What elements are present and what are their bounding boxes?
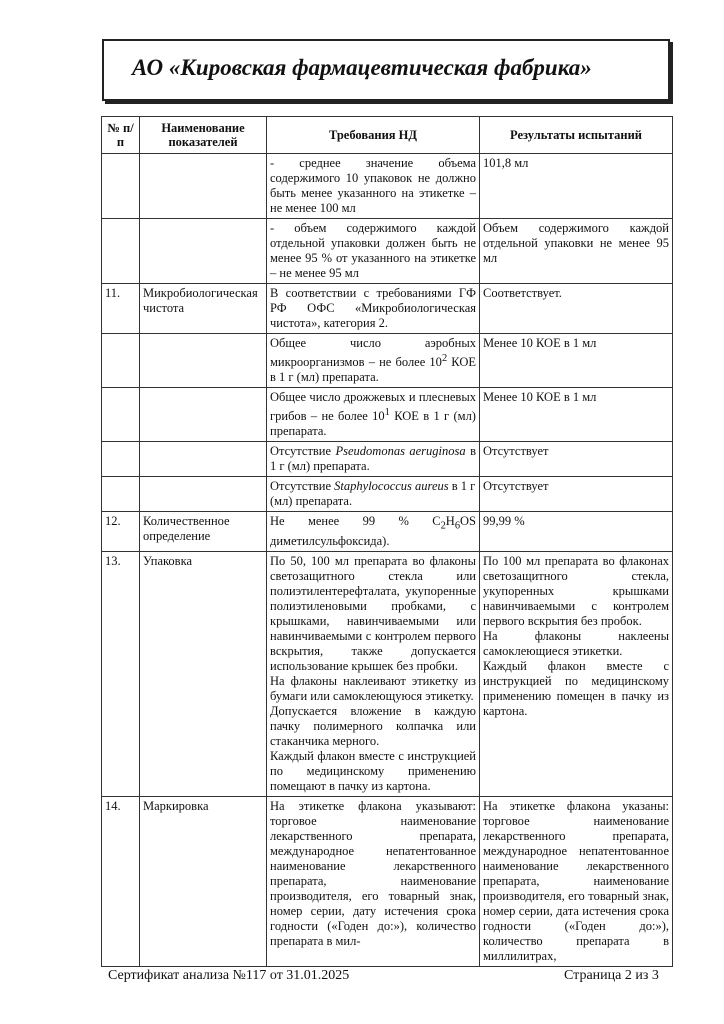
table-row (102, 442, 673, 477)
header-requirements: Требования НД (267, 117, 480, 154)
table-row (102, 154, 673, 219)
result-paragraph: На флаконы наклеены самоклеющиеся этикетки. (483, 628, 669, 658)
certificate-footer: Сертификат анализа №117 от 31.01.2025 (108, 968, 350, 983)
result-cell: Отсутствует (480, 442, 673, 477)
table-row (102, 477, 673, 512)
requirement-paragraph: Каждый флакон вместе с инструкцией по медицинскому применению помещают в пачку из картона. (270, 748, 476, 793)
table-row (102, 334, 673, 388)
table-row (102, 512, 673, 552)
company-title: АО «Кировская фармацевтическая фабрика» (132, 55, 592, 80)
requirement-cell: - среднее значение объема содержимого 10 упаковок не должно быть менее указанного на этикетке – не менее 100 мл (267, 154, 480, 219)
row-number: 13. (102, 551, 140, 796)
result-cell (480, 551, 673, 796)
result-cell: Объем содержимого каждой отдельной упаковки не менее 95 мл (480, 219, 673, 284)
result-cell: На этикетке флакона указаны: торговое наименование лекарственного препарата, международное непатентованное наименование лекарственного препарата, наименование производителя, его товарный знак, номер серии, дата истечения срока годности («Годен до:»), количество препарата в миллилитрах, (480, 796, 673, 966)
result-cell: Менее 10 КОЕ в 1 мл (480, 388, 673, 442)
table-row (102, 796, 673, 966)
requirement-cell: Общее число аэробных микроорганизмов – не более $10^2$ КОЕ в 1 г (мл) препарата. (267, 334, 480, 388)
table-row (102, 388, 673, 442)
header-indicator: Наименование показателей (140, 117, 267, 154)
result-paragraph: Каждый флакон вместе с инструкцией по медицинскому применению помещен в пачку из картона. (483, 658, 669, 718)
requirement-paragraph: На флаконы наклеивают этикетку из бумаги или самоклеющуюся этикетку. (270, 673, 476, 703)
requirement-cell: Не менее 99 % $C_2H_6OS$ диметилсульфоксида). (267, 512, 480, 552)
requirement-cell: - объем содержимого каждой отдельной упаковки должен быть не менее 95 % от указанного на этикетке – не менее 95 мл (267, 219, 480, 284)
table-header-row (102, 117, 673, 154)
row-number: 12. (102, 512, 140, 552)
indicator-cell: Упаковка (140, 551, 267, 796)
requirement-cell: Отсутствие Pseudomonas aeruginosa в 1 г (мл) препарата. (267, 442, 480, 477)
result-cell: Менее 10 КОЕ в 1 мл (480, 334, 673, 388)
indicator-cell: Маркировка (140, 796, 267, 966)
result-cell: Отсутствует (480, 477, 673, 512)
result-cell: 101,8 мл (480, 154, 673, 219)
page-number: Страница 2 из 3 (564, 968, 659, 983)
header-box (102, 39, 670, 101)
requirement-paragraph: Допускается вложение в каждую пачку полимерного колпачка или стаканчика мерного. (270, 703, 476, 748)
requirement-cell: На этикетке флакона указывают: торговое наименование лекарственного препарата, международное непатентованное наименование лекарственного препарата, наименование производителя, его товарный знак, номер серии, дату истечения срока годности («Годен до:»), количество препарата в мил- (267, 796, 480, 966)
row-number: 11. (102, 284, 140, 334)
table-row (102, 219, 673, 284)
header-num: № п/п (102, 117, 140, 154)
result-cell: 99,99 % (480, 512, 673, 552)
requirement-cell (267, 551, 480, 796)
requirement-cell: Общее число дрожжевых и плесневых грибов – не более $10^1$ КОЕ в 1 г (мл) препарата. (267, 388, 480, 442)
indicator-cell: Количественное определение (140, 512, 267, 552)
result-cell: Соответствует. (480, 284, 673, 334)
requirement-paragraph: По 50, 100 мл препарата во флаконы светозащитного стекла или полиэтилентерефталата, укупоренные полиэтиленовыми пробками, с крышками, навинчиваемыми или навинчиваемыми с контролем первого вскрытия, также допускается использование крышек без пробки. (270, 553, 476, 673)
header-results: Результаты испытаний (480, 117, 673, 154)
table-row (102, 284, 673, 334)
requirement-cell: Отсутствие Staphylococcus aureus в 1 г (мл) препарата. (267, 477, 480, 512)
requirement-cell: В соответствии с требованиями ГФ РФ ОФС «Микробиологическая чистота», категория 2. (267, 284, 480, 334)
result-paragraph: По 100 мл препарата во флаконах светозащитного стекла, укупоренных крышками навинчиваемыми с контролем первого вскрытия без пробок. (483, 553, 669, 628)
table-row (102, 551, 673, 796)
indicator-cell: Микробиологическая чистота (140, 284, 267, 334)
row-number: 14. (102, 796, 140, 966)
results-table (101, 116, 673, 967)
